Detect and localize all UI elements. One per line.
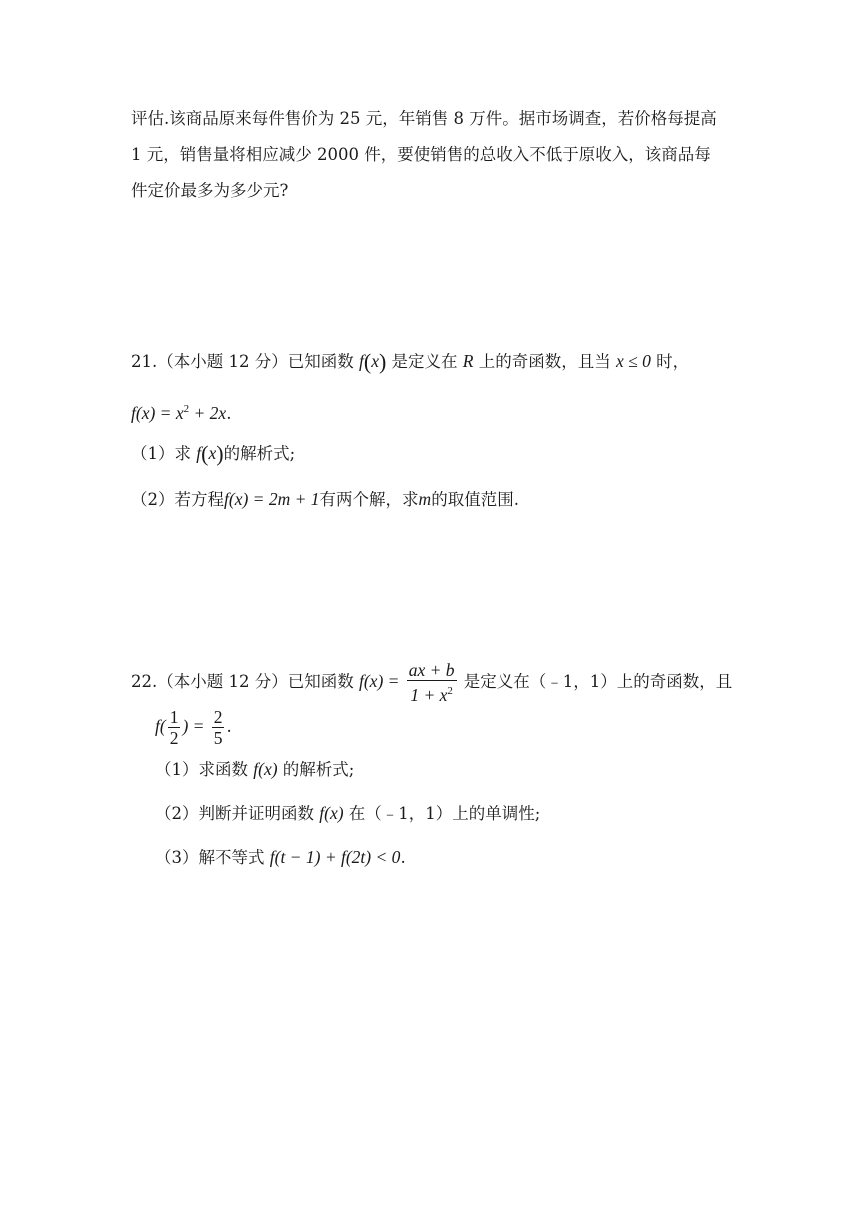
q22-den-exp: 2 [447,685,453,697]
q21-part-2 [131,488,519,511]
q22-p1-label: （1）求函数 [155,760,248,779]
q22-cond-num-1: 1 [169,707,179,727]
q21-condition: x ≤ 0 [616,351,651,371]
q21-text-c: 时， [656,352,690,371]
q22-part-3 [155,846,406,869]
q22-text-a: 是定义在（﹣1，1）上的奇函数，且 [463,672,733,691]
q22-frac-numerator: ax + b [408,660,455,680]
q21-p2-text-b: 的取值范围. [431,490,519,509]
q22-p2-func: f(x) [319,803,344,823]
q21-p1-label: （1）求 [131,444,191,463]
q22-p3-label: （3）解不等式 [155,848,265,867]
q20-line-3: 件定价最多为多少元? [131,181,289,200]
q22-stem [131,658,732,705]
q22-cond-f: f( [155,716,166,736]
q22-cond-mid: ) = [182,716,205,736]
q22-func: f(x) = [358,671,400,691]
q21-p1-text: 的解析式; [223,444,296,463]
q22-frac-denominator [407,681,457,705]
q21-part-1 [131,442,295,465]
q22-part-1 [155,758,354,781]
q22-cond-den-1: 2 [169,728,179,748]
q22-cond-frac-1 [168,707,181,748]
q22-cond-num-2: 2 [213,707,223,727]
q22-p3-inequality: f(t − 1) + f(2t) < 0 [269,847,401,867]
q21-text-a: 是定义在 [391,352,458,371]
q21-p1-func: f(x) [196,441,224,466]
q22-part-2 [155,802,540,825]
q21-formula-exp: 2 [183,403,190,415]
q22-fraction [407,660,457,705]
q21-var-r: R [462,351,474,371]
q22-number: 22.（本小题 12 分）已知函数 [131,672,354,691]
q21-formula [131,398,231,425]
q22-cond-end: . [226,717,232,736]
q21-formula-rhs: + 2x [189,403,227,423]
q22-p2-label: （2）判断并证明函数 [155,804,314,823]
q21-formula-lhs: f(x) = x [131,403,184,423]
q22-p1-func: f(x) [253,759,278,779]
q22-p2-text: 在（﹣1，1）上的单调性; [348,804,541,823]
q21-p2-label: （2）若方程 [131,490,224,509]
q21-p2-text-a: 有两个解，求 [319,490,419,509]
q22-p1-text: 的解析式; [282,760,355,779]
q22-cond-den-2: 5 [213,728,223,748]
q20-line-2: 1 元，销售量将相应减少 2000 件，要使销售的总收入不低于原收入，该商品每 [131,145,711,164]
q21-text-b: 上的奇函数，且当 [478,352,611,371]
q22-condition [155,703,232,750]
q21-p2-eq: f(x) = 2m + 1 [224,489,320,509]
q21-stem [131,350,689,373]
q21-formula-end: . [226,404,232,423]
q22-p3-end: . [400,848,406,867]
q21-func: f(x) [358,349,387,374]
q20-line-1: 评估.该商品原来每件售价为 25 元，年销售 8 万件。据市场调查，若价格每提高 [131,109,717,128]
q21-p2-var: m [418,489,432,509]
q22-cond-frac-2 [212,707,225,748]
q21-number: 21.（本小题 12 分）已知函数 [131,352,354,371]
q22-den-base: 1 + x [410,685,448,705]
